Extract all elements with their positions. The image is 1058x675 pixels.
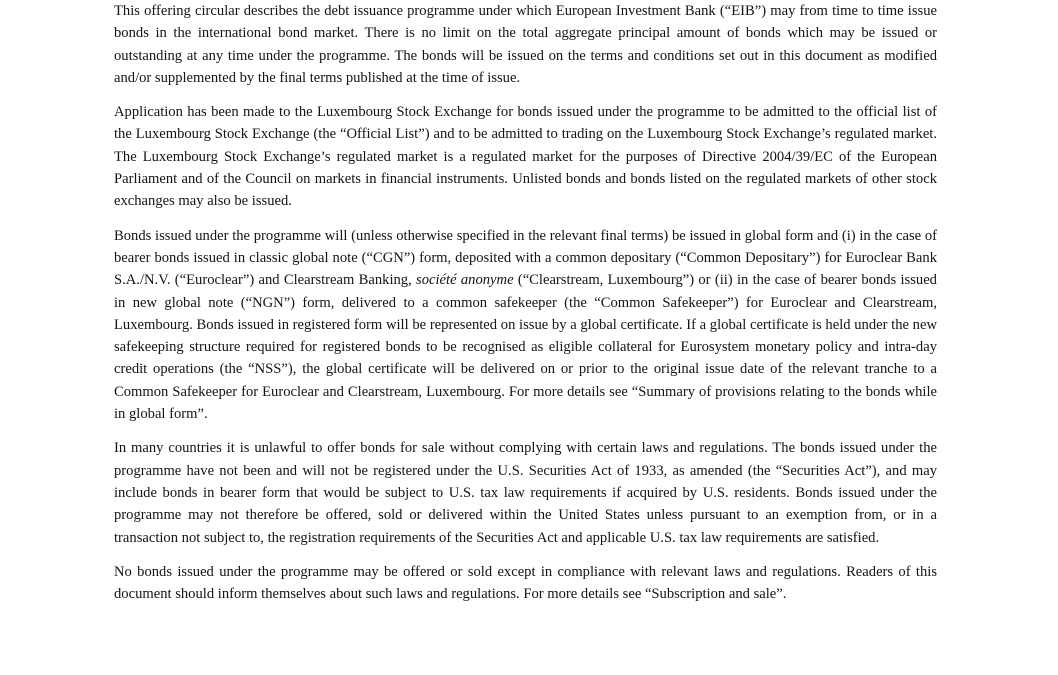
paragraph-compliance: No bonds issued under the programme may be offered or sold except in compliance with relevant laws and regulations. Readers of this document should inform themselves about such laws and regulations. For more details see “Subscription and sale”. [114,563,937,603]
paragraph-global-form-text-1: Bonds issued under the programme will (unless otherwise specified in the relevant final terms) be issued in global form and (i) in the case of bearer bonds issued in classic global note (“CGN”) form, deposited with a common depositary (“Common Depositary”) for Euroclear Bank S.A./N.V. (“Euroclear”) and Clearstream Banking, [114,227,937,289]
paragraph-global-form-text-2: (“Clearstream, Luxembourg”) or (ii) in the case of bearer bonds issued in new global note (“NGN”) form, delivered to a common safekeeper (the “Common Safekeeper”) for Euroclear and Clearstream, Luxembourg. Bonds issued in registered form will be represented on issue by a global certificate. If a global certificate is held under the new safekeeping structure required for registered bonds to be recognised as eligible collateral for Eurosystem monetary policy and intra-day credit operations (the “NSS”), the global certificate will be delivered on or prior to the original issue date of the relevant tranche to a Common Safekeeper for Euroclear and Clearstream, Luxembourg. For more details see “Summary of provisions relating to the bonds while in global form”. [114,272,937,423]
paragraph-offering-circular: This offering circular describes the debt issuance programme under which European Investment Bank (“EIB”) may from time to time issue bonds in the international bond market. There is no limit on the total aggregate principal amount of bonds which may be issued or outstanding at any time under the programme. The bonds will be issued on the terms and conditions set out in this document as modified and/or supplemented by the final terms published at the time of issue. [114,3,937,86]
paragraph-selling-restrictions: In many countries it is unlawful to offer bonds for sale without complying with certain laws and regulations. The bonds issued under the programme have not been and will not be registered under the U.S. Securities Act of 1933, as amended (the “Securities Act”), and may include bonds in bearer form that would be subject to U.S. tax law requirements if acquired by U.S. residents. Bonds issued under the programme may not therefore be offered, sold or delivered within the United States unless pursuant to an exemption from, or in a transaction not subject to, the registration requirements of the Securities Act and applicable U.S. tax law requirements are satisfied. [114,440,937,546]
paragraph-listing-application: Application has been made to the Luxembourg Stock Exchange for bonds issued under the programme to be admitted to the official list of the Luxembourg Stock Exchange (the “Official List”) and to be admitted to trading on the Luxembourg Stock Exchange’s regulated market. The Luxembourg Stock Exchange’s regulated market is a regulated market for the purposes of Directive 2004/39/EC of the European Parliament and of the Council on markets in financial instruments. Unlisted bonds and bonds listed on the regulated markets of other stock exchanges may also be issued. [114,104,937,210]
document-page [114,0,937,617]
paragraph-global-form-italic: société anonyme [416,272,514,289]
paragraph-global-form [114,225,937,426]
